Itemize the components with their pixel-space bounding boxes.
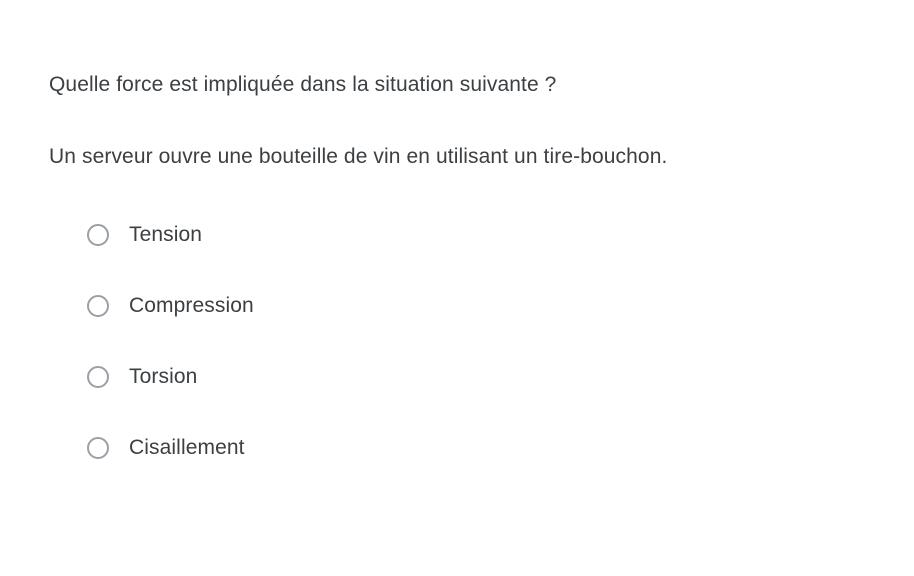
answer-option-label: Cisaillement [129,436,245,459]
radio-button-icon[interactable] [87,295,109,317]
answer-option-torsion[interactable] [49,358,874,396]
answer-option-tension[interactable] [49,216,874,254]
question-prompt: Quelle force est impliquée dans la situation suivante ? [49,73,557,96]
answer-options-list [49,216,874,467]
answer-option-compression[interactable] [49,287,874,325]
answer-option-cisaillement[interactable] [49,429,874,467]
radio-button-icon[interactable] [87,366,109,388]
answer-option-label: Torsion [129,365,198,388]
radio-button-icon[interactable] [87,437,109,459]
answer-option-label: Compression [129,294,254,317]
question-context: Un serveur ouvre une bouteille de vin en utilisant un tire-bouchon. [49,145,668,168]
radio-button-icon[interactable] [87,224,109,246]
answer-option-label: Tension [129,223,203,246]
